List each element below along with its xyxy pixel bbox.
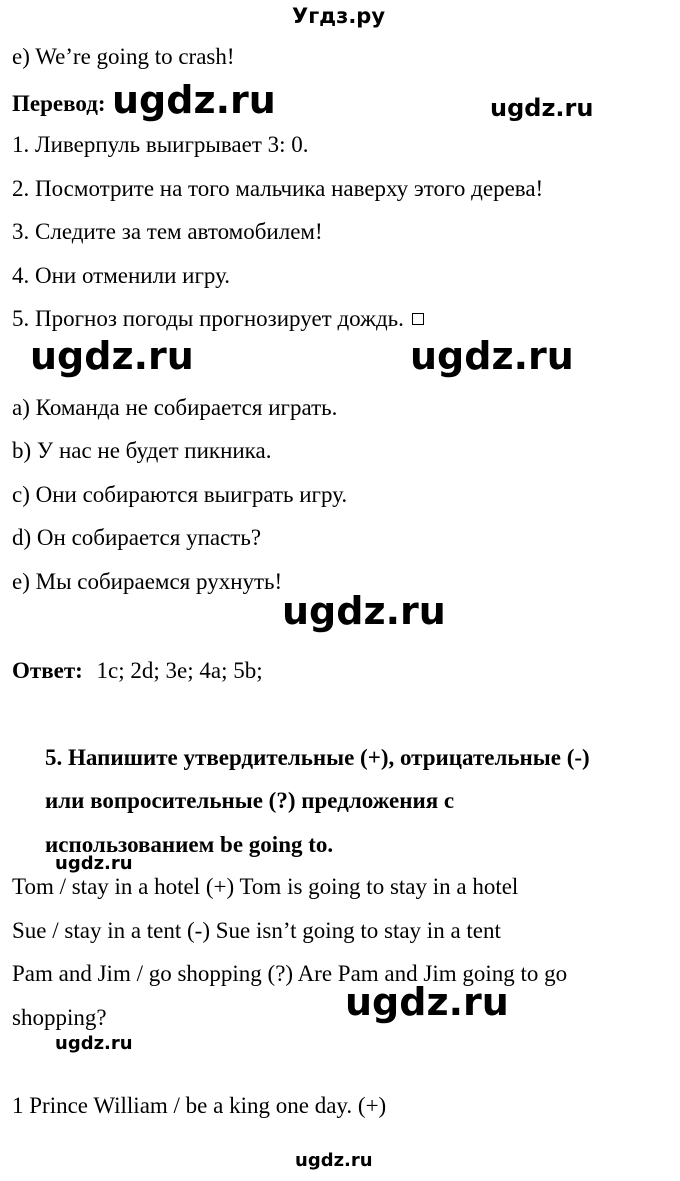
translation-item-4: 4. Они отменили игру. — [12, 263, 231, 288]
square-glyph-icon — [412, 313, 424, 325]
example-line-4: shopping? — [12, 1005, 107, 1030]
exercise-item-1: 1 Prince William / be a king one day. (+) — [12, 1093, 387, 1118]
translation-item-2: 2. Посмотрите на того мальчика наверху этого дерева! — [12, 176, 544, 201]
example-line-3: Pam and Jim / go shopping (?) Are Pam and Jim going to go — [12, 961, 568, 986]
answer-line — [12, 658, 263, 684]
previous-answer-line: e) We’re going to crash! — [12, 44, 235, 69]
site-title: Угдз.ру — [292, 4, 386, 28]
example-line-1: Tom / stay in a hotel (+) Tom is going to stay in a hotel — [12, 874, 519, 899]
translation-option-e: e) Мы собираемся рухнуть! — [12, 569, 283, 594]
task-heading-line-1: 5. Напишите утвердительные (+), отрицательные (-) — [45, 745, 590, 770]
task-heading-line-2: или вопросительные (?) предложения с — [45, 788, 455, 813]
translation-option-c: c) Они собираются выиграть игру. — [12, 482, 348, 507]
translation-option-a: a) Команда не собирается играть. — [12, 395, 338, 420]
translation-option-b: b) У нас не будет пикника. — [12, 438, 272, 463]
watermark: ugdz.ru — [30, 334, 194, 378]
translation-item-5 — [12, 306, 424, 332]
watermark: ugdz.ru — [282, 589, 446, 633]
watermark: ugdz.ru — [112, 78, 276, 122]
translation-item-3: 3. Следите за тем автомобилем! — [12, 219, 323, 244]
answer-label: Ответ: — [12, 658, 83, 683]
translation-label: Перевод: — [12, 91, 106, 116]
answer-text: 1c; 2d; 3e; 4a; 5b; — [96, 658, 263, 683]
watermark: ugdz.ru — [345, 980, 509, 1024]
watermark: ugdz.ru — [55, 1033, 133, 1054]
translation-item-5-text: 5. Прогноз погоды прогнозирует дождь. — [12, 306, 404, 331]
translation-option-d: d) Он собирается упасть? — [12, 525, 262, 550]
watermark: ugdz.ru — [410, 334, 574, 378]
watermark: ugdz.ru — [55, 853, 133, 874]
example-line-2: Sue / stay in a tent (-) Sue isn’t going to stay in a tent — [12, 918, 501, 943]
watermark: ugdz.ru — [490, 94, 594, 122]
translation-item-1: 1. Ливерпуль выигрывает 3: 0. — [12, 132, 309, 157]
footer-watermark: ugdz.ru — [295, 1150, 373, 1171]
task-heading-line-3: использованием be going to. — [45, 832, 334, 857]
